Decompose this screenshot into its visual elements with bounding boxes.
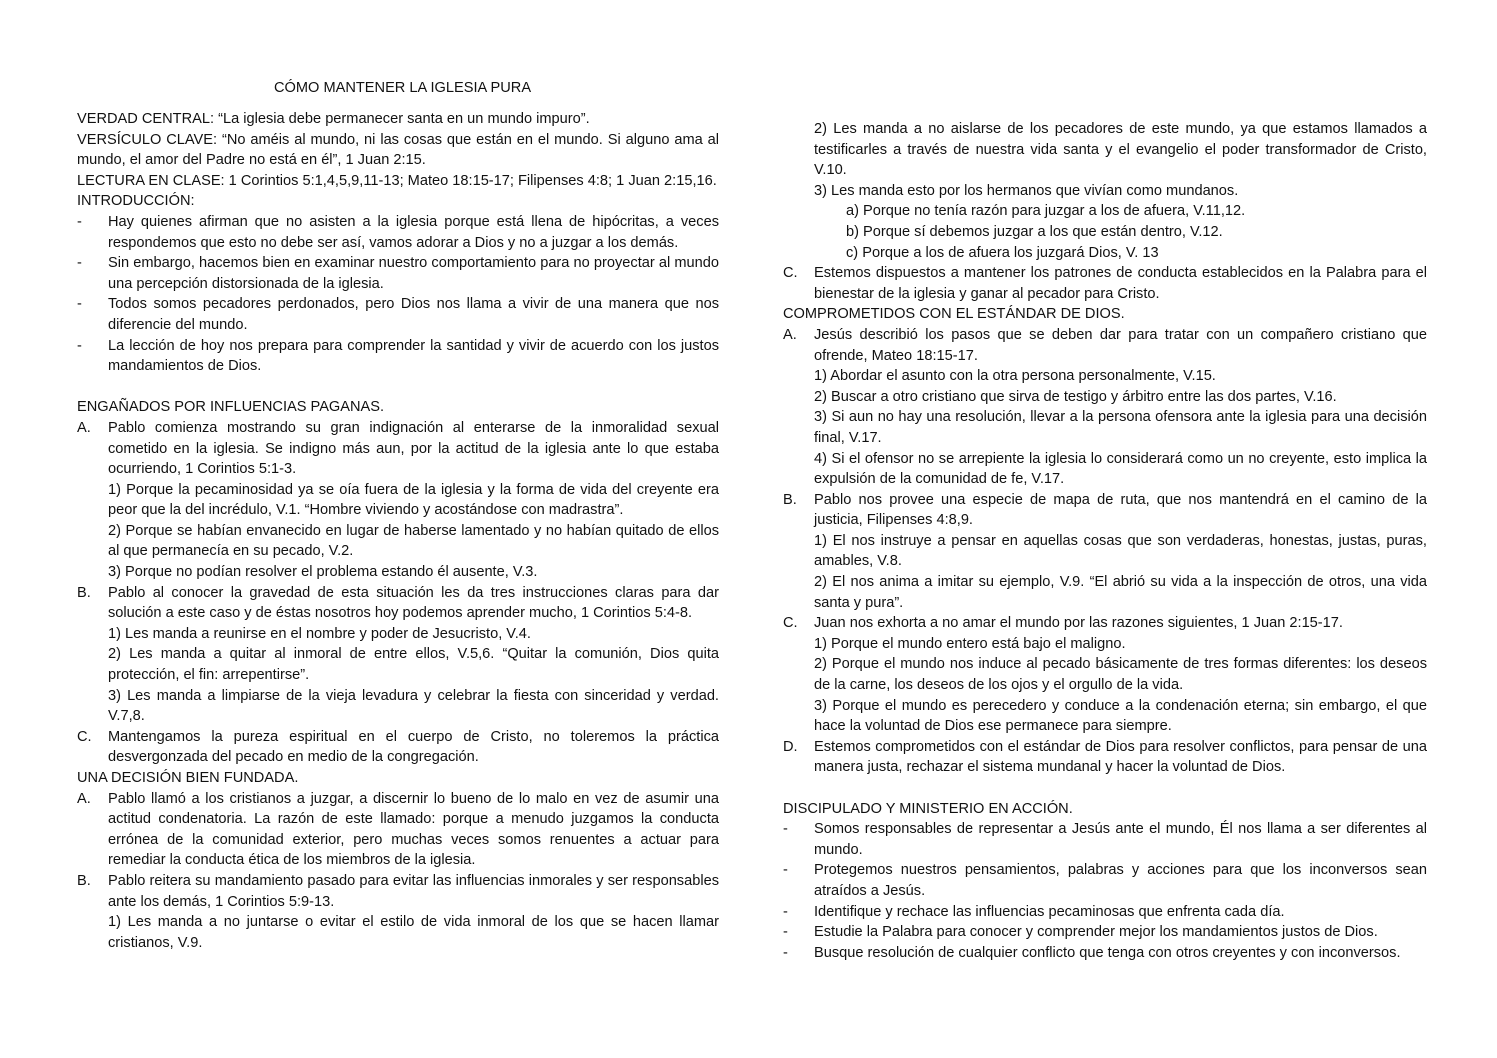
list-item-text: Pablo llamó a los cristianos a juzgar, a discernir lo bueno de lo malo en vez de asumir una actitud condenatoria. La razón de este llamado: porque a menudo juzgamos la conducta errónea de la comunidad exterior, pero muchas veces somos renuentes a actuar para remediar la conducta ética de los miembros de la iglesia. — [108, 790, 719, 869]
list-item — [783, 490, 1427, 531]
list-item — [77, 583, 719, 624]
right-column — [783, 119, 1427, 963]
list-item-text: Estemos comprometidos con el estándar de Dios para resolver conflictos, para pensar de una manera justa, rechazar el sistema mundanal y hacer la voluntad de Dios. — [814, 738, 1427, 776]
list-item-text: Identifique y rechace las influencias pecaminosas que enfrenta cada día. — [814, 903, 1285, 920]
list-item — [783, 943, 1427, 964]
sub-item: 2) Porque el mundo nos induce al pecado básicamente de tres formas diferentes: los deseos de la carne, los deseos de los ojos y el orgullo de la vida. — [814, 656, 1427, 694]
list-item-text: La lección de hoy nos prepara para comprender la santidad y vivir de acuerdo con los justos mandamientos de Dios. — [108, 337, 719, 375]
list-marker: C. — [783, 615, 798, 632]
list-item-text: Estudie la Palabra para conocer y comprender mejor los mandamientos justos de Dios. — [814, 924, 1378, 941]
list-marker: A. — [77, 790, 91, 807]
paragraph: INTRODUCCIÓN: — [77, 193, 195, 210]
list-marker: - — [783, 924, 788, 941]
list-item — [783, 737, 1427, 778]
list-item-text: Protegemos nuestros pensamientos, palabras y acciones para que los inconversos sean atraídos a Jesús. — [814, 862, 1427, 899]
list-marker: B. — [77, 872, 91, 889]
sub-item: 2) Les manda a no aislarse de los pecadores de este mundo, ya que estamos llamados a testificarles a través de nuestra vida santa y el evangelio el poder transformador de Cristo, V.10. — [814, 121, 1427, 179]
sub-sub-item: a) Porque no tenía razón para juzgar a los de afuera, V.11,12. — [846, 203, 1246, 220]
list-item — [77, 212, 719, 253]
list-item — [77, 294, 719, 335]
sub-item: 1) Porque el mundo entero está bajo el maligno. — [814, 635, 1126, 652]
list-item-text: Jesús describió los pasos que se deben dar para tratar con un compañero cristiano que ofrende, Mateo 18:15-17. — [814, 326, 1427, 364]
spacer — [783, 778, 1427, 799]
list-item — [783, 263, 1427, 304]
list-marker: - — [77, 213, 82, 230]
list-item — [783, 922, 1427, 943]
sub-item: 4) Si el ofensor no se arrepiente la iglesia lo considerará como un no creyente, esto implica la expulsión de la comunidad de fe, V.17. — [814, 450, 1427, 488]
list-marker: C. — [77, 728, 92, 745]
sub-item: 2) Buscar a otro cristiano que sirva de testigo y árbitro entre las dos partes, V.16. — [814, 388, 1337, 405]
list-item — [783, 860, 1427, 901]
list-marker: A. — [77, 419, 91, 436]
paragraph: DISCIPULADO Y MINISTERIO EN ACCIÓN. — [783, 800, 1073, 817]
sub-item: 3) Si aun no hay una resolución, llevar a la persona ofensora ante la iglesia para una decisión final, V.17. — [814, 409, 1427, 446]
list-marker: - — [783, 821, 788, 838]
list-item — [77, 253, 719, 294]
list-item — [783, 325, 1427, 366]
list-item-text: Estemos dispuestos a mantener los patrones de conducta establecidos en la Palabra para el bienestar de la iglesia y ganar al pecador para Cristo. — [814, 265, 1427, 302]
sub-sub-item: b) Porque sí debemos juzgar a los que están dentro, V.12. — [846, 223, 1223, 240]
list-item — [77, 789, 719, 871]
list-item — [77, 336, 719, 377]
list-marker: - — [77, 296, 82, 313]
list-marker: - — [783, 862, 788, 879]
list-marker: A. — [783, 326, 797, 343]
paragraph: ENGAÑADOS POR INFLUENCIAS PAGANAS. — [77, 399, 385, 416]
sub-item: 1) Abordar el asunto con la otra persona personalmente, V.15. — [814, 368, 1216, 385]
list-item-text: Somos responsables de representar a Jesús ante el mundo, Él nos llama a ser diferentes al mundo. — [814, 821, 1427, 858]
list-item — [783, 819, 1427, 860]
sub-item: 2) Les manda a quitar al inmoral de entre ellos, V.5,6. “Quitar la comunión, Dios quita protección, el fin: arrepentirse”. — [108, 646, 719, 684]
list-item-text: Pablo al conocer la gravedad de esta situación les da tres instrucciones claras para dar solución a este caso y de éstas nosotros hoy podemos aprender mucho, 1 Corintios 5:4-8. — [108, 584, 719, 622]
list-marker: - — [783, 903, 788, 920]
list-item — [783, 613, 1427, 634]
list-marker: D. — [783, 738, 798, 755]
list-item — [77, 418, 719, 480]
list-item-text: Sin embargo, hacemos bien en examinar nuestro comportamiento para no proyectar al mundo una percepción distorsionada de la iglesia. — [108, 255, 719, 292]
paragraph: VERSÍCULO CLAVE: “No améis al mundo, ni las cosas que están en el mundo. Si alguno ama al mundo, el amor del Padre no está en él”, 1 Juan 2:15. — [77, 131, 719, 169]
list-marker: - — [783, 944, 788, 961]
sub-sub-item: c) Porque a los de afuera los juzgará Dios, V. 13 — [846, 244, 1159, 261]
list-item — [77, 871, 719, 912]
list-item-text: Pablo nos provee una especie de mapa de ruta, que nos mantendrá en el camino de la justicia, Filipenses 4:8,9. — [814, 491, 1427, 529]
list-item-text: Pablo reitera su mandamiento pasado para evitar las influencias inmorales y ser responsables ante los demás, 1 Corintios 5:9-13. — [108, 872, 719, 910]
list-marker: C. — [783, 265, 798, 282]
list-item-text: Todos somos pecadores perdonados, pero Dios nos llama a vivir de una manera que nos diferencie del mundo. — [108, 296, 719, 333]
sub-item: 3) Les manda esto por los hermanos que vivían como mundanos. — [814, 182, 1239, 199]
list-marker: B. — [77, 584, 91, 601]
list-item-text: Juan nos exhorta a no amar el mundo por las razones siguientes, 1 Juan 2:15-17. — [814, 615, 1343, 632]
spacer — [77, 377, 719, 398]
paragraph: UNA DECISIÓN BIEN FUNDADA. — [77, 770, 299, 786]
sub-item: 1) El nos instruye a pensar en aquellas cosas que son verdaderas, honestas, justas, puras, amables, V.8. — [814, 532, 1427, 570]
left-column — [77, 109, 719, 953]
sub-item: 3) Porque no podían resolver el problema estando él ausente, V.3. — [108, 564, 538, 581]
sub-item: 1) Porque la pecaminosidad ya se oía fuera de la iglesia y la forma de vida del creyente era peor que la del incrédulo, V.1. “Hombre viviendo y acostándose con madrastra”. — [108, 481, 719, 519]
list-marker: B. — [783, 491, 797, 508]
list-item-text: Pablo comienza mostrando su gran indignación al enterarse de la inmoralidad sexual cometido en la iglesia. Se indigno más aun, por la actitud de la iglesia ante lo que estaba ocurriendo, 1 Corintios 5:1-3. — [108, 419, 719, 478]
list-item-text: Hay quienes afirman que no asisten a la iglesia porque está llena de hipócritas, a veces respondemos que esto no debe ser así, vamos adorar a Dios y no a juzgar a los demás. — [108, 213, 719, 251]
list-marker: - — [77, 337, 82, 354]
sub-item: 1) Les manda a no juntarse o evitar el estilo de vida inmoral de los que se hacen llamar cristianos, V.9. — [108, 914, 719, 951]
sub-item: 2) Porque se habían envanecido en lugar de haberse lamentado y no habían quitado de ellos al que permanecía en su pecado, V.2. — [108, 522, 719, 560]
list-item-text: Busque resolución de cualquier conflicto que tenga con otros creyentes y con inconversos. — [814, 944, 1401, 961]
list-item-text: Mantengamos la pureza espiritual en el cuerpo de Cristo, no toleremos la práctica desvergonzada del pecado en medio de la congregación. — [108, 728, 719, 766]
paragraph: VERDAD CENTRAL: “La iglesia debe permanecer santa en un mundo impuro”. — [77, 111, 590, 127]
list-item — [783, 902, 1427, 923]
paragraph: LECTURA EN CLASE: 1 Corintios 5:1,4,5,9,11-13; Mateo 18:15-17; Filipenses 4:8; 1 Juan 2:15,16. — [77, 172, 717, 189]
sub-item: 3) Porque el mundo es perecedero y conduce a la condenación eterna; sin embargo, el que hace la voluntad de Dios ese permanece para siempre. — [814, 697, 1427, 735]
document-title: CÓMO MANTENER LA IGLESIA PURA — [274, 80, 532, 96]
sub-item: 3) Les manda a limpiarse de la vieja levadura y celebrar la fiesta con sinceridad y verdad. V.7,8. — [108, 687, 719, 725]
list-item — [77, 727, 719, 768]
sub-item: 1) Les manda a reunirse en el nombre y poder de Jesucristo, V.4. — [108, 625, 531, 642]
paragraph: COMPROMETIDOS CON EL ESTÁNDAR DE DIOS. — [783, 306, 1125, 323]
list-marker: - — [77, 255, 82, 272]
sub-item: 2) El nos anima a imitar su ejemplo, V.9. “El abrió su vida a la inspección de otros, una vida santa y pura”. — [814, 574, 1427, 611]
